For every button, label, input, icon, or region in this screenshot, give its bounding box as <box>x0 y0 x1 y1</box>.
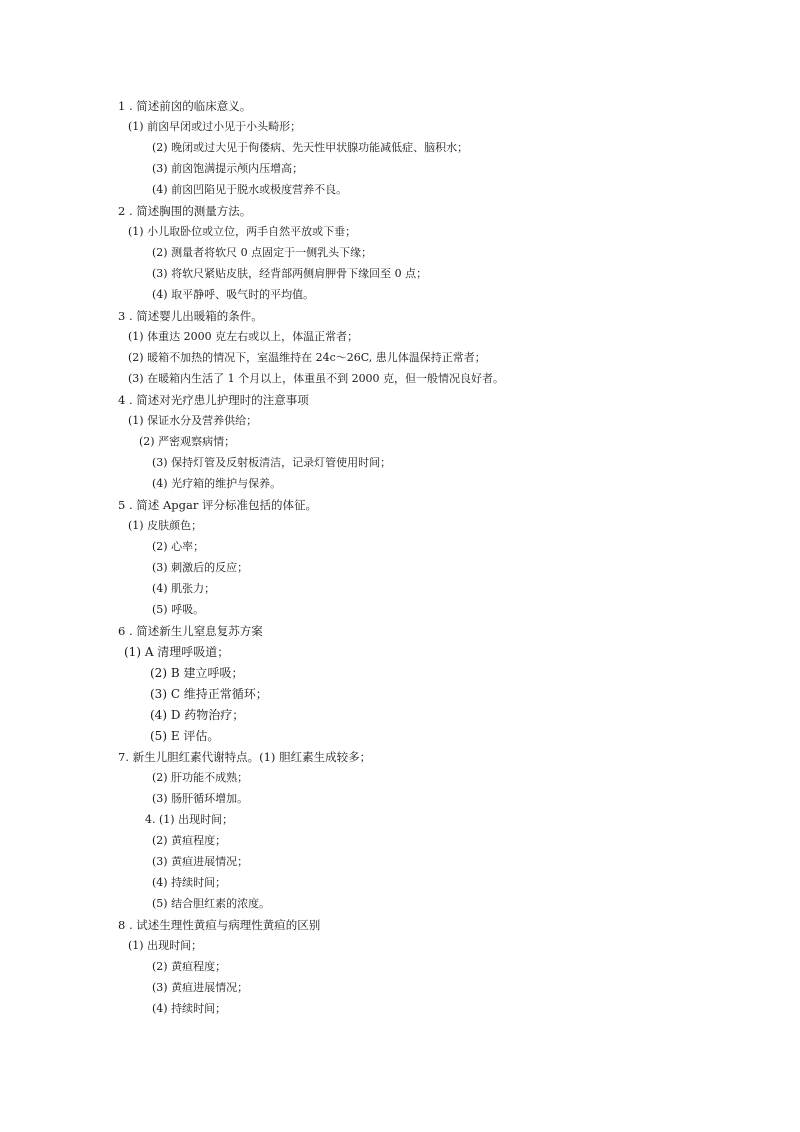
answer-line: (3) 前囟饱满提示颅内压增高； <box>152 162 304 175</box>
answer-line: (4) 肌张力； <box>152 582 216 595</box>
answer-line: (5) 呼吸。 <box>152 603 205 616</box>
question-heading-5: 5 . 简述 Apgar 评分标准包括的体征。 <box>118 498 317 512</box>
answer-line: (4) D 药物治疗； <box>150 708 245 722</box>
answer-line: (2) 暖箱不加热的情况下，室温维持在 24c～26C, 患儿体温保持正常者； <box>128 351 486 364</box>
answer-line: (3) 刺激后的反应； <box>152 561 249 574</box>
answer-line: (2) 测量者将软尺 0 点固定于一侧乳头下缘； <box>152 246 373 259</box>
answer-line: (1) 前囟早闭或过小见于小头畸形； <box>128 120 302 133</box>
answer-line: (3) 将软尺紧贴皮肤，经背部两侧肩胛骨下缘回至 0 点； <box>152 267 428 280</box>
question-heading-3: 3 . 简述婴儿出暖箱的条件。 <box>118 309 263 323</box>
question-heading-4: 4 . 简述对光疗患儿护理时的注意事项 <box>118 393 309 407</box>
answer-line: (3) 在暖箱内生活了 1 个月以上，体重虽不到 2000 克，但一般情况良好者。 <box>128 372 505 385</box>
answer-line: (4) 取平静呼、吸气时的平均值。 <box>152 288 315 301</box>
answer-line: (1) 保证水分及营养供给； <box>128 414 258 427</box>
answer-line: (4) 持续时间； <box>152 1002 227 1015</box>
answer-line: (1) 皮肤颜色； <box>128 519 203 532</box>
answer-line: (4) 前囟凹陷见于脱水或极度营养不良。 <box>152 183 348 196</box>
answer-line: (2) 肝功能不成熟； <box>152 771 249 784</box>
question-heading-1: 1 . 简述前囟的临床意义。 <box>118 99 252 113</box>
answer-line: (2) 晚闭或过大见于佝偻病、先天性甲状腺功能减低症、脑积水； <box>152 141 469 154</box>
question-heading-8: 8 . 试述生理性黄疸与病理性黄疸的区别 <box>118 918 321 932</box>
answer-line: (2) B 建立呼吸； <box>150 666 244 680</box>
answer-line: (1) 小儿取卧位或立位，两手自然平放或下垂； <box>128 225 357 238</box>
answer-line: (4) 持续时间； <box>152 876 227 889</box>
answer-line: (2) 黄疸程度； <box>152 960 227 973</box>
answer-line: (3) 黄疸进展情况； <box>152 981 249 994</box>
question-heading-2: 2 . 简述胸围的测量方法。 <box>118 204 252 218</box>
answer-line: (1) 体重达 2000 克左右或以上，体温正常者； <box>128 330 359 343</box>
answer-line: (1) A 清理呼吸道； <box>124 645 230 659</box>
question-heading-6: 6 . 简述新生儿窒息复苏方案 <box>118 624 263 638</box>
answer-line: (5) 结合胆红素的浓度。 <box>152 897 271 910</box>
answer-line: (3) 黄疸进展情况； <box>152 855 249 868</box>
answer-line: (5) E 评估。 <box>150 729 220 743</box>
answer-line: (3) 肠肝循环增加。 <box>152 792 249 805</box>
answer-line: (4) 光疗箱的维护与保养。 <box>152 477 282 490</box>
answer-line: (2) 严密观察病情； <box>139 435 236 448</box>
answer-line: (1) 出现时间； <box>128 939 203 952</box>
answer-line: (2) 黄疸程度； <box>152 834 227 847</box>
answer-line: (3) C 维持正常循环； <box>150 687 268 701</box>
answer-line: 4. (1) 出现时间； <box>145 813 234 826</box>
answer-line: (2) 心率； <box>152 540 205 553</box>
question-heading-7: 7. 新生儿胆红素代谢特点。(1) 胆红素生成较多； <box>118 750 372 764</box>
answer-line: (3) 保持灯管及反射板清洁，记录灯管使用时间； <box>152 456 392 469</box>
